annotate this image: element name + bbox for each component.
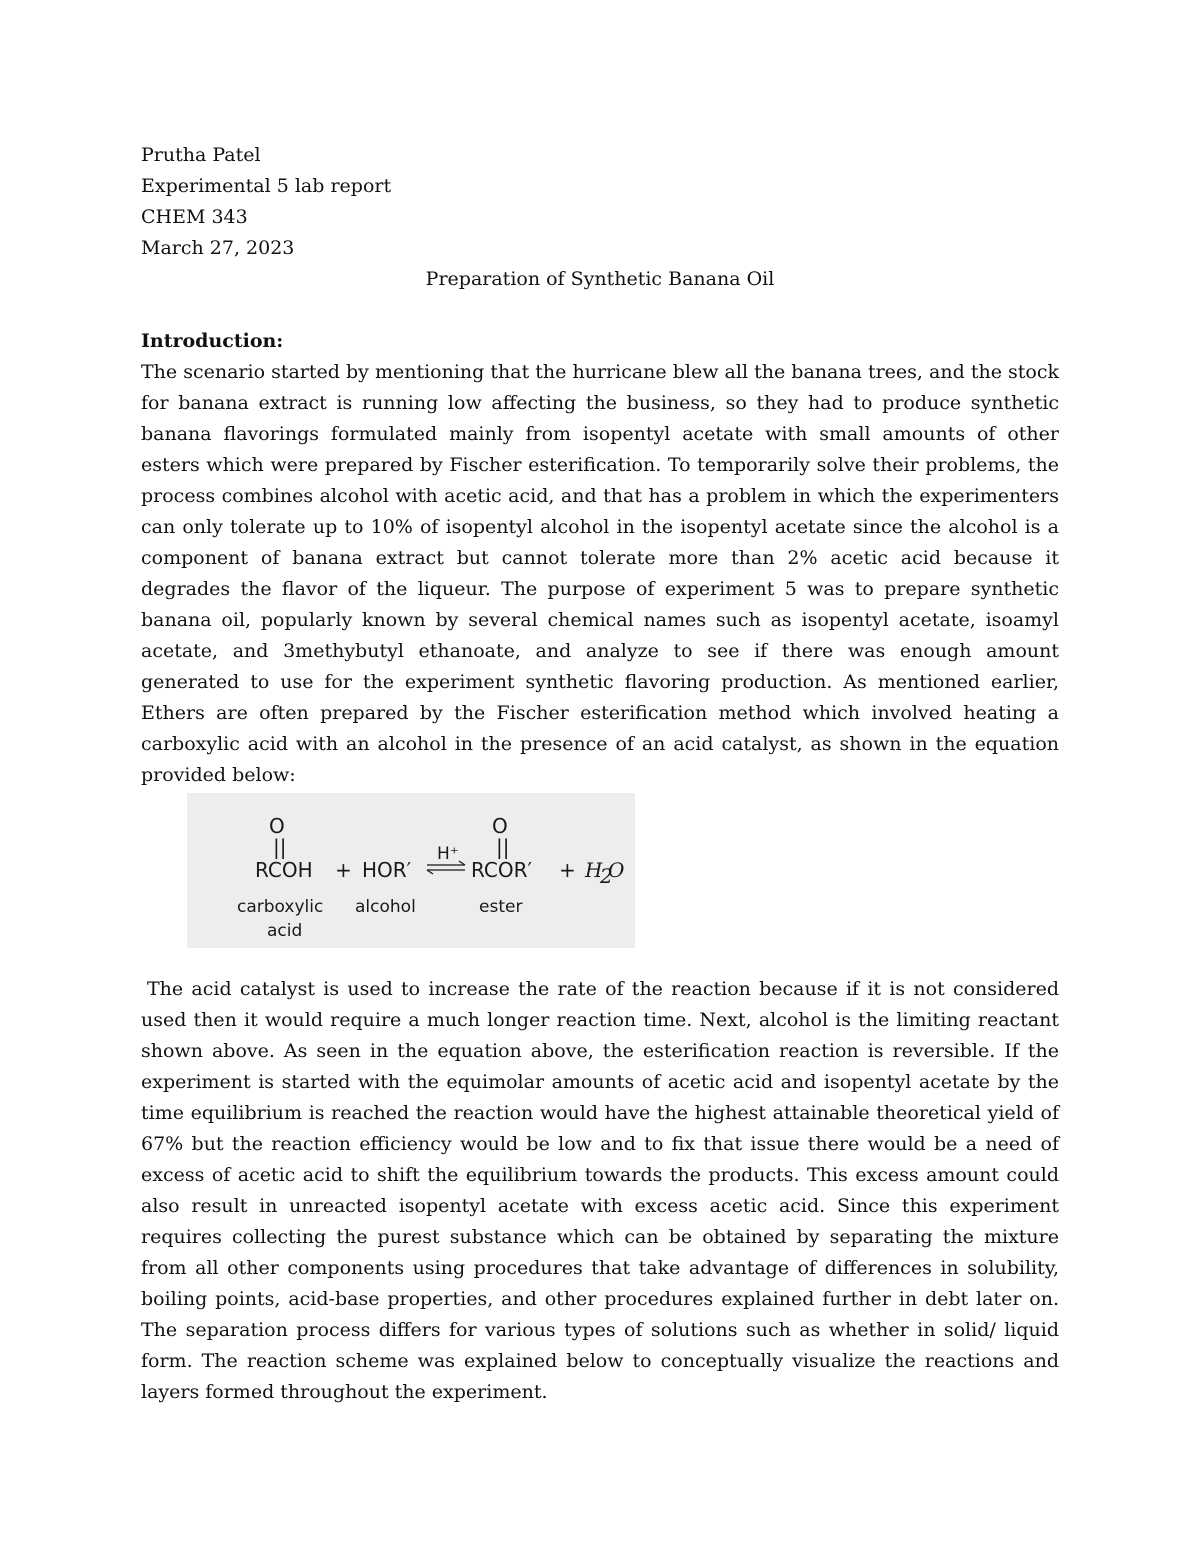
equation-oxygen-left: O	[269, 814, 285, 838]
equation-alcohol: HOR′	[362, 858, 412, 882]
report-date: March 27, 2023	[141, 237, 295, 259]
equation-svg	[187, 793, 635, 948]
equation-double-bond-right: ||	[496, 835, 510, 859]
esterification-equation-figure	[187, 793, 635, 948]
author-name: Prutha Patel	[141, 144, 261, 166]
section-heading-introduction: Introduction:	[141, 330, 284, 352]
equation-catalyst: H⁺	[437, 844, 459, 864]
equation-label-ester: ester	[479, 897, 523, 917]
equation-plus-1: +	[335, 858, 352, 882]
equation-label-alcohol: alcohol	[355, 897, 416, 917]
course-code: CHEM 343	[141, 206, 248, 228]
equation-ester: RCOR′	[471, 858, 533, 882]
equation-label-acid: acid	[267, 921, 303, 941]
document-title: Preparation of Synthetic Banana Oil	[425, 268, 775, 290]
equation-water-h: H	[585, 858, 603, 882]
introduction-paragraph-1: The scenario started by mentioning that the hurricane blew all the banana trees, and the stock for banana extract is running low affecting the business, so they had to produce synthetic banana flavorings formulated mainly from isopentyl acetate with small amounts of other esters which were prepared by Fischer esterification. To temporarily solve their problems, the process combines alcohol with acetic acid, and that has a problem in which the experimenters can only tolerate up to 10% of isopentyl alcohol in the isopentyl acetate since the alcohol is a component of banana extract but cannot tolerate more than 2% acetic acid because it degrades the flavor of the liqueur. The purpose of experiment 5 was to prepare synthetic banana oil, popularly known by several chemical names such as isopentyl acetate, isoamyl acetate, and 3methybutyl ethanoate, and analyze to see if there was enough amount generated to use for the experiment synthetic flavoring production. As mentioned earlier, Ethers are often prepared by the Fischer esterification method which involved heating a carboxylic acid with an alcohol in the presence of an acid catalyst, as shown in the equation provided below:	[141, 361, 1059, 786]
equation-plus-2: +	[559, 858, 576, 882]
introduction-paragraph-2: The acid catalyst is used to increase the rate of the reaction because if it is not considered used then it would require a much longer reaction time. Next, alcohol is the limiting reactant shown above. As seen in the equation above, the esterification reaction is reversible. If the experiment is started with the equimolar amounts of acetic acid and isopentyl acetate by the time equilibrium is reached the reaction would have the highest attainable theoretical yield of 67% but the reaction efficiency would be low and to fix that issue there would be a need of excess of acetic acid to shift the equilibrium towards the products. This excess amount could also result in unreacted isopentyl acetate with excess acetic acid. Since this experiment requires collecting the purest substance which can be obtained by separating the mixture from all other components using procedures that take advantage of differences in solubility, boiling points, acid-base properties, and other procedures explained further in debt later on. The separation process differs for various types of solutions such as whether in solid/ liquid form. The reaction scheme was explained below to conceptually visualize the reactions and layers formed throughout the experiment.	[141, 978, 1059, 1403]
report-name: Experimental 5 lab report	[141, 175, 392, 197]
equation-label-carboxylic: carboxylic	[237, 897, 324, 917]
equation-water-subscript: 2	[600, 864, 613, 888]
equation-carboxylic-acid: RCOH	[255, 858, 313, 882]
equation-water-o: O	[608, 858, 625, 882]
equation-double-bond-left: ||	[273, 835, 287, 859]
document-page	[141, 140, 1059, 1408]
equation-oxygen-right: O	[492, 814, 508, 838]
